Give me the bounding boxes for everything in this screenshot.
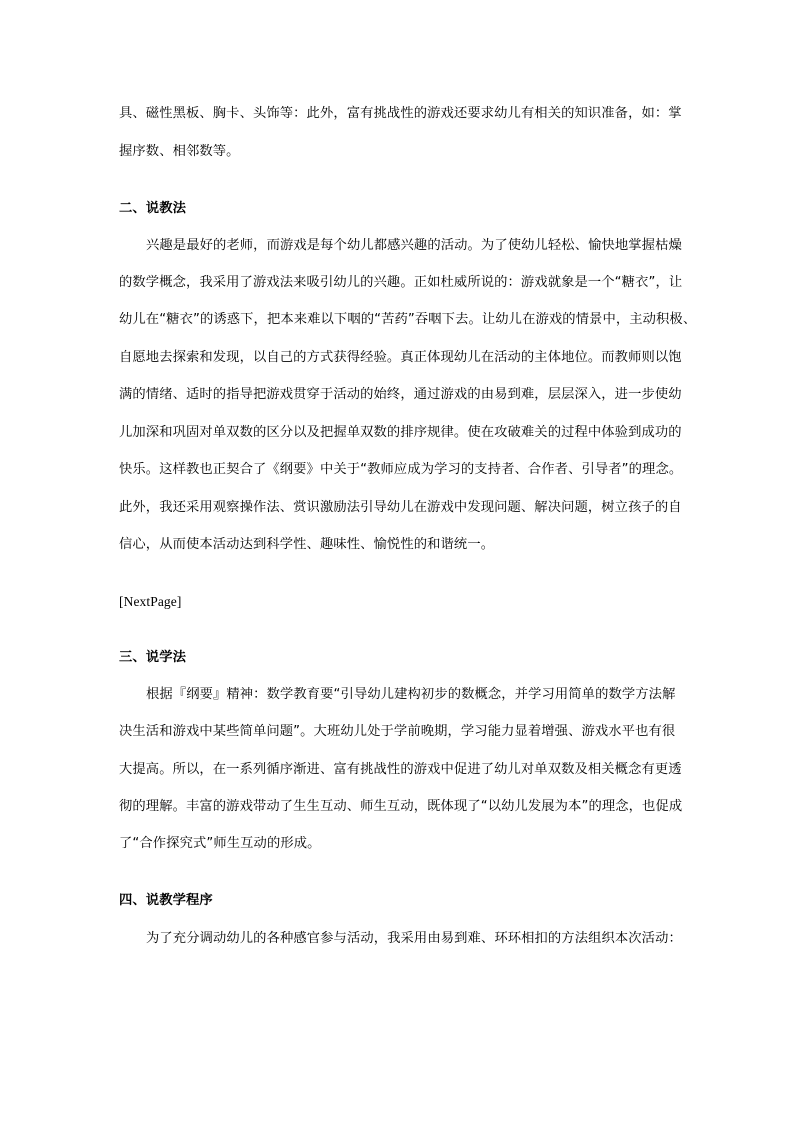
section-heading: 三、说学法 bbox=[119, 650, 186, 665]
paragraph-line: 此外，我还采用观察操作法、赏识激励法引导幼儿在游戏中发现问题、解决问题，树立孩子的自 bbox=[119, 500, 682, 515]
section-heading: 二、说教法 bbox=[119, 201, 186, 216]
paragraph-line: 幼儿在“糖衣”的诱惑下，把本来难以下咽的“苦药”吞咽下去。让幼儿在游戏的情景中，主动积极、 bbox=[119, 312, 697, 327]
paragraph-line: 信心，从而使本活动达到科学性、趣味性、愉悦性的和谐统一。 bbox=[119, 537, 495, 552]
paragraph-line: 自愿地去探索和发现，以自己的方式获得经验。真正体现幼儿在活动的主体地位。而教师则以饱 bbox=[119, 350, 682, 365]
paragraph-line: 快乐。这样教也正契合了《纲要》中关于“教师应成为学习的支持者、合作者、引导者”的理念。 bbox=[119, 462, 683, 477]
paragraph-line: 兴趣是最好的老师，而游戏是每个幼儿都感兴趣的活动。为了使幼儿轻松、愉快地掌握枯燥 bbox=[146, 238, 682, 253]
paragraph-line: 满的情绪、适时的指导把游戏贯穿于活动的始终，通过游戏的由易到难，层层深入，进一步使幼 bbox=[119, 387, 682, 402]
section-heading: 四、说教学程序 bbox=[119, 893, 213, 908]
paragraph-line: 彻的理解。丰富的游戏带动了生生互动、师生互动，既体现了“以幼儿发展为本”的理念，也促成 bbox=[119, 799, 683, 814]
paragraph-line: 根据『纲要』精神：数学教育要“引导幼儿建构初步的数概念，并学习用简单的数学方法解 bbox=[146, 687, 676, 702]
paragraph-line: 大提高。所以，在一系列循序渐进、富有挑战性的游戏中促进了幼儿对单双数及相关概念有更透 bbox=[119, 762, 682, 777]
page-break-marker: [NextPage] bbox=[119, 594, 182, 609]
paragraph-line: 了“合作探究式”师生互动的形成。 bbox=[119, 836, 321, 851]
paragraph-line: 为了充分调动幼儿的各种感官参与活动，我采用由易到难、环环相扣的方法组织本次活动： bbox=[146, 931, 682, 946]
paragraph-line: 决生活和游戏中某些简单问题”。大班幼儿处于学前晚期，学习能力显着增强、游戏水平也有很 bbox=[119, 724, 676, 739]
paragraph-line: 具、磁性黑板、胸卡、头饰等：此外，富有挑战性的游戏还要求幼儿有相关的知识准备，如：掌 bbox=[119, 106, 682, 121]
paragraph-line: 的数学概念，我采用了游戏法来吸引幼儿的兴趣。正如杜威所说的：游戏就象是一个“糖衣”，让 bbox=[119, 275, 683, 290]
paragraph-line: 握序数、相邻数等。 bbox=[119, 144, 240, 159]
paragraph-line: 儿加深和巩固对单双数的区分以及把握单双数的排序规律。使在攻破难关的过程中体验到成功的 bbox=[119, 425, 682, 440]
